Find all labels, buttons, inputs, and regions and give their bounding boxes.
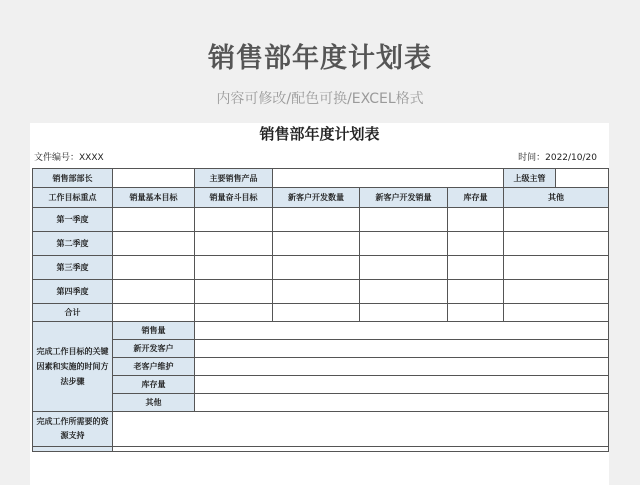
main-product-value-cell[interactable] [273,169,504,188]
column-header-base-target: 销量基本目标 [113,188,195,208]
table-cell[interactable] [195,208,273,232]
table-cell[interactable] [504,208,609,232]
table-cell[interactable] [113,256,195,280]
table-cell[interactable] [448,232,504,256]
row-label-total: 合计 [33,304,113,322]
table-row [33,322,609,340]
table-cell[interactable] [273,304,360,322]
key-factor-sales: 销售量 [113,322,195,340]
table-row [33,280,609,304]
table-cell[interactable] [504,232,609,256]
row-label-q1: 第一季度 [33,208,113,232]
table-cell[interactable] [195,322,609,340]
spreadsheet-sheet [30,123,609,485]
table-row [33,340,609,358]
key-factor-inventory: 库存量 [113,376,195,394]
plan-table [32,168,609,452]
table-cell[interactable] [448,280,504,304]
file-number: 文件编号：XXXX [34,153,104,163]
supervisor-label: 上级主管 [504,169,556,188]
table-cell[interactable] [113,232,195,256]
table-cell[interactable] [360,208,448,232]
table-cell[interactable] [448,208,504,232]
dept-head-label: 销售部部长 [33,169,113,188]
table-row [33,447,609,452]
column-header-inventory: 库存量 [448,188,504,208]
column-header-focus: 工作目标重点 [33,188,113,208]
table-cell[interactable] [113,280,195,304]
table-cell[interactable] [195,304,273,322]
key-factor-new-clients: 新开发客户 [113,340,195,358]
table-cell[interactable] [273,208,360,232]
column-header-row [33,188,609,208]
key-factor-other: 其他 [113,394,195,412]
table-cell[interactable] [360,280,448,304]
table-cell[interactable] [195,394,609,412]
table-cell [33,447,113,452]
table-cell[interactable] [195,256,273,280]
table-cell[interactable] [504,256,609,280]
table-row [33,412,609,447]
row-label-q4: 第四季度 [33,280,113,304]
table-cell[interactable] [273,256,360,280]
table-row [33,376,609,394]
table-cell[interactable] [195,280,273,304]
table-cell[interactable] [448,256,504,280]
table-cell[interactable] [195,358,609,376]
table-cell[interactable] [504,304,609,322]
table-row [33,358,609,376]
main-product-label: 主要销售产品 [195,169,273,188]
table-cell[interactable] [273,280,360,304]
supervisor-value-cell[interactable] [556,169,609,188]
column-header-stretch-target: 销量奋斗目标 [195,188,273,208]
table-cell[interactable] [113,208,195,232]
table-cell[interactable] [195,232,273,256]
table-cell[interactable] [360,232,448,256]
key-factors-label: 完成工作目标的关键因素和实施的时间方法步骤 [33,322,113,412]
row-label-q3: 第三季度 [33,256,113,280]
promo-title: 销售部年度计划表 [208,43,432,74]
dept-head-value-cell[interactable] [113,169,195,188]
table-row [33,169,609,188]
row-label-q2: 第二季度 [33,232,113,256]
table-cell[interactable] [113,447,609,452]
resources-label: 完成工作所需要的资源支持 [33,412,113,447]
column-header-new-client-sales: 新客户开发销量 [360,188,448,208]
document-date: 时间：2022/10/20 [518,153,597,163]
table-cell[interactable] [504,280,609,304]
table-row [33,304,609,322]
table-cell[interactable] [113,412,609,447]
document-title: 销售部年度计划表 [259,125,380,143]
table-cell[interactable] [360,256,448,280]
table-cell[interactable] [113,304,195,322]
table-row [33,208,609,232]
table-cell[interactable] [360,304,448,322]
column-header-new-client-count: 新客户开发数量 [273,188,360,208]
table-row [33,394,609,412]
key-factor-retention: 老客户维护 [113,358,195,376]
column-header-other: 其他 [504,188,609,208]
table-row [33,232,609,256]
table-cell[interactable] [448,304,504,322]
promo-subtitle: 内容可修改/配色可换/EXCEL格式 [216,91,424,107]
table-cell[interactable] [195,340,609,358]
table-cell[interactable] [195,376,609,394]
table-cell[interactable] [273,232,360,256]
table-row [33,256,609,280]
